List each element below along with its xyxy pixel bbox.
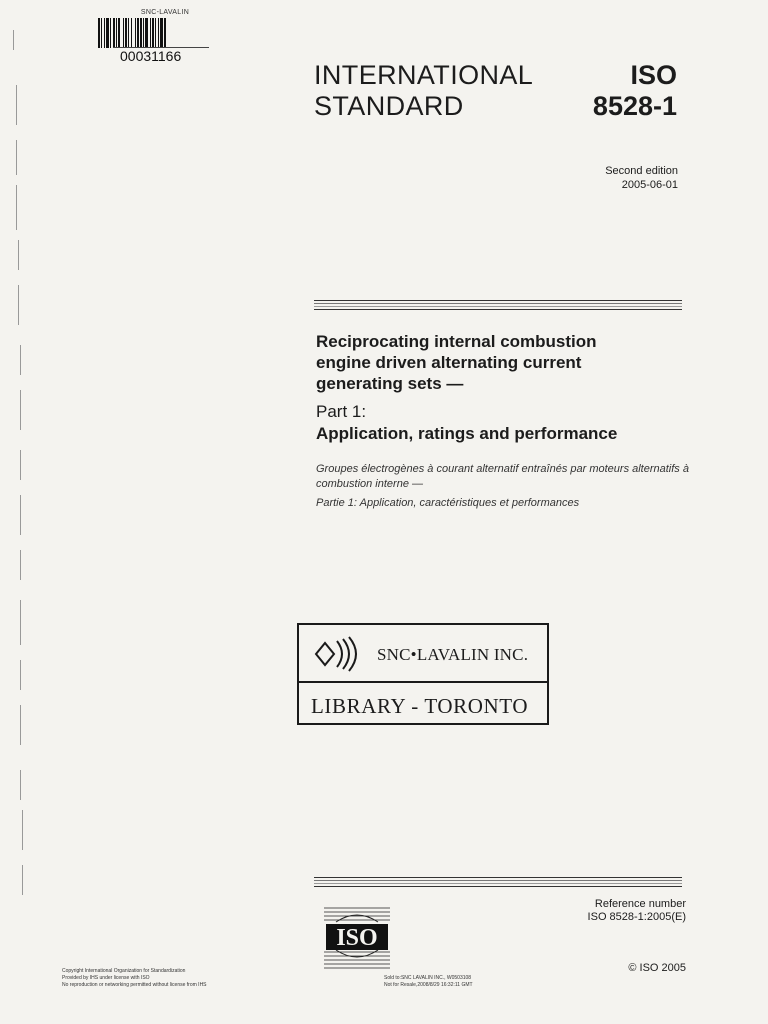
edition-label: Second edition <box>605 165 678 177</box>
copyright: © ISO 2005 <box>628 962 686 974</box>
standard-number: 8528-1 <box>592 91 677 121</box>
provider-line-1: Copyright International Organization for Standardization <box>62 968 186 974</box>
barcode-number: 00031166 <box>120 48 182 64</box>
french-title: Groupes électrogènes à courant alternatif entraînés par moteurs alternatifs à combustion interne — <box>316 463 689 490</box>
part-title: Application, ratings and performance <box>316 424 618 443</box>
sold-to-line-2: Not for Resale,2008/8/29 16:32:11 GMT <box>384 982 473 988</box>
document-type-line2: STANDARD <box>314 91 464 121</box>
stamp-library-name: LIBRARY - TORONTO <box>311 694 529 718</box>
provider-line-2: Provided by IHS under license with ISO <box>62 975 150 981</box>
provider-line-3: No reproduction or networking permitted without license from IHS <box>62 982 207 988</box>
iso-label: ISO <box>630 60 677 90</box>
document-type-line1: INTERNATIONAL <box>314 60 534 90</box>
reference-number: ISO 8528-1:2005(E) <box>587 911 686 923</box>
library-stamp <box>297 623 549 725</box>
document-title: Reciprocating internal combustion engine driven alternating current generating sets — <box>316 332 597 393</box>
sold-to-line-1: Sold to:SNC LAVALIN INC., W0503108 <box>384 975 472 981</box>
reference-label: Reference number <box>594 898 686 910</box>
iso-logo <box>322 902 392 970</box>
stamp-divider <box>299 681 547 683</box>
snc-lavalin-logo-icon <box>313 635 361 673</box>
edition-date: 2005-06-01 <box>621 179 678 191</box>
french-part-title: Partie 1: Application, caractéristiques et performances <box>316 497 580 509</box>
barcode-org-label: SNC-LAVALIN <box>140 9 190 16</box>
iso-logo-text: ISO <box>336 925 378 951</box>
barcode-image <box>96 18 206 48</box>
stamp-company-name: SNC•LAVALIN INC. <box>377 645 529 664</box>
part-number: Part 1: <box>316 402 367 421</box>
